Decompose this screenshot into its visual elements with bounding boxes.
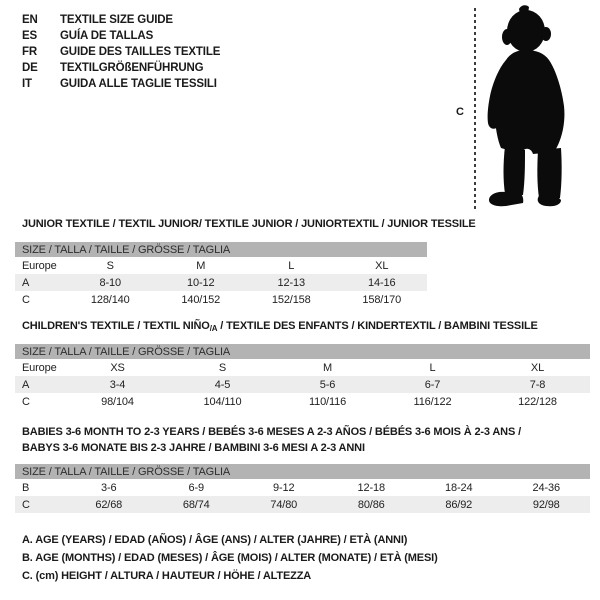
title-text: / TEXTILE DES ENFANTS / KINDERTEXTIL / BAMBINI TESSILE bbox=[217, 320, 538, 332]
title-text: BABYS 3-6 MONATE BIS 2-3 JAHRE / BAMBINI 3-6 MESI A 2-3 ANNI bbox=[22, 442, 365, 454]
language-code: FR bbox=[22, 46, 38, 58]
row-label: A bbox=[22, 276, 30, 289]
table-cell: 128/140 bbox=[90, 293, 130, 306]
table-cell: 6-7 bbox=[424, 378, 441, 391]
language-row bbox=[22, 28, 220, 44]
table-cell: 152/158 bbox=[271, 293, 311, 306]
table-cell: 3-4 bbox=[109, 378, 126, 391]
table-cell: 74/80 bbox=[270, 498, 298, 511]
language-row bbox=[22, 60, 220, 76]
title-text: BABIES 3-6 MONTH TO 2-3 YEARS / BEBÉS 3-6 MESES A 2-3 AÑOS / BÉBÉS 3-6 MOIS À 2-3 ANS / bbox=[22, 426, 521, 438]
table-cell: 18-24 bbox=[445, 481, 473, 494]
table-cell: 110/116 bbox=[308, 395, 347, 408]
table-cell: 6-9 bbox=[188, 481, 204, 494]
section-title-line bbox=[22, 440, 521, 456]
table-cell: XL bbox=[375, 259, 389, 272]
table-cell: S bbox=[218, 361, 227, 374]
table-cell: M bbox=[322, 361, 332, 374]
table-cell: 7-8 bbox=[529, 378, 546, 391]
baby-silhouette-icon bbox=[486, 0, 588, 212]
table-cell: M bbox=[196, 259, 206, 272]
title-text: /A bbox=[209, 324, 218, 333]
row-label: B bbox=[22, 481, 30, 494]
language-label: GUIDE DES TAILLES TEXTILE bbox=[60, 46, 221, 58]
language-row bbox=[22, 44, 220, 60]
table-cell: 80/86 bbox=[357, 498, 385, 511]
language-code: EN bbox=[22, 14, 38, 26]
row-label: Europe bbox=[22, 259, 57, 272]
language-label: TEXTILGRÖßENFÜHRUNG bbox=[60, 62, 204, 74]
table-cell: 4-5 bbox=[214, 378, 231, 391]
table-cell: 9-12 bbox=[273, 481, 295, 494]
table-cell: 104/110 bbox=[203, 395, 242, 408]
table-size-header: SIZE / TALLA / TAILLE / GRÖSSE / TAGLIA bbox=[15, 242, 427, 257]
language-row bbox=[22, 12, 220, 28]
table-cell: 24-36 bbox=[532, 481, 560, 494]
language-code: DE bbox=[22, 62, 38, 74]
table-cell: 122/128 bbox=[518, 395, 557, 408]
table-cell: 86/92 bbox=[445, 498, 473, 511]
row-label: C bbox=[22, 293, 30, 306]
row-label: C bbox=[22, 395, 30, 408]
table-row bbox=[15, 496, 590, 513]
table-cell: 12-13 bbox=[277, 276, 305, 289]
table-row bbox=[15, 257, 427, 274]
table-row bbox=[15, 479, 590, 496]
title-text: CHILDREN'S TEXTILE / TEXTIL NIÑO bbox=[22, 320, 210, 332]
footnote-line: C. (cm) HEIGHT / ALTURA / HAUTEUR / HÖHE / ALTEZZA bbox=[22, 570, 312, 582]
table-cell: L bbox=[288, 259, 295, 272]
size-table-children bbox=[15, 344, 590, 410]
section-title-line bbox=[22, 424, 521, 440]
table-cell: 68/74 bbox=[182, 498, 210, 511]
table-cell: 14-16 bbox=[368, 276, 396, 289]
row-label: Europe bbox=[22, 361, 57, 374]
height-marker-label: C bbox=[456, 106, 464, 118]
section-title-line bbox=[22, 318, 538, 337]
footnote-line: A. AGE (YEARS) / EDAD (AÑOS) / ÂGE (ANS) / ALTER (JAHRE) / ETÀ (ANNI) bbox=[22, 534, 408, 546]
table-row bbox=[15, 376, 590, 393]
section-title-junior bbox=[22, 216, 476, 232]
table-cell: XL bbox=[530, 361, 545, 374]
title-text: JUNIOR TEXTILE / TEXTIL JUNIOR/ TEXTILE JUNIOR / JUNIORTEXTIL / JUNIOR TESSILE bbox=[22, 218, 476, 230]
language-code: ES bbox=[22, 30, 38, 42]
table-size-header: SIZE / TALLA / TAILLE / GRÖSSE / TAGLIA bbox=[15, 344, 590, 359]
table-cell: 62/68 bbox=[95, 498, 123, 511]
language-row bbox=[22, 76, 220, 92]
table-cell: S bbox=[106, 259, 114, 272]
table-cell: 158/170 bbox=[362, 293, 402, 306]
size-table-babies bbox=[15, 464, 590, 513]
table-cell: 3-6 bbox=[101, 481, 117, 494]
table-cell: 116/122 bbox=[413, 395, 452, 408]
table-cell: 10-12 bbox=[187, 276, 215, 289]
table-row bbox=[15, 274, 427, 291]
row-label: C bbox=[22, 498, 30, 511]
height-measure-dashed-line bbox=[474, 8, 476, 210]
table-cell: XS bbox=[110, 361, 125, 374]
size-table-junior bbox=[15, 242, 427, 308]
footnote-line: B. AGE (MONTHS) / EDAD (MESES) / ÂGE (MOIS) / ALTER (MONATE) / ETÀ (MESI) bbox=[22, 552, 438, 564]
table-cell: 12-18 bbox=[357, 481, 385, 494]
language-list bbox=[22, 12, 220, 92]
table-cell: 98/104 bbox=[101, 395, 134, 408]
row-label: A bbox=[22, 378, 30, 391]
table-row bbox=[15, 291, 427, 308]
table-cell: 8-10 bbox=[99, 276, 121, 289]
table-cell: 92/98 bbox=[532, 498, 560, 511]
section-title-children bbox=[22, 318, 538, 337]
section-title-babies bbox=[22, 424, 521, 456]
table-cell: 5-6 bbox=[319, 378, 336, 391]
table-cell: 140/152 bbox=[181, 293, 221, 306]
table-size-header: SIZE / TALLA / TAILLE / GRÖSSE / TAGLIA bbox=[15, 464, 590, 479]
language-label: GUÍA DE TALLAS bbox=[60, 30, 154, 42]
language-label: GUIDA ALLE TAGLIE TESSILI bbox=[60, 78, 217, 90]
section-title-line bbox=[22, 216, 476, 232]
footnotes bbox=[22, 534, 438, 588]
table-cell: L bbox=[429, 361, 436, 374]
table-row bbox=[15, 359, 590, 376]
language-code: IT bbox=[22, 78, 32, 90]
language-label: TEXTILE SIZE GUIDE bbox=[60, 14, 173, 26]
table-row bbox=[15, 393, 590, 410]
